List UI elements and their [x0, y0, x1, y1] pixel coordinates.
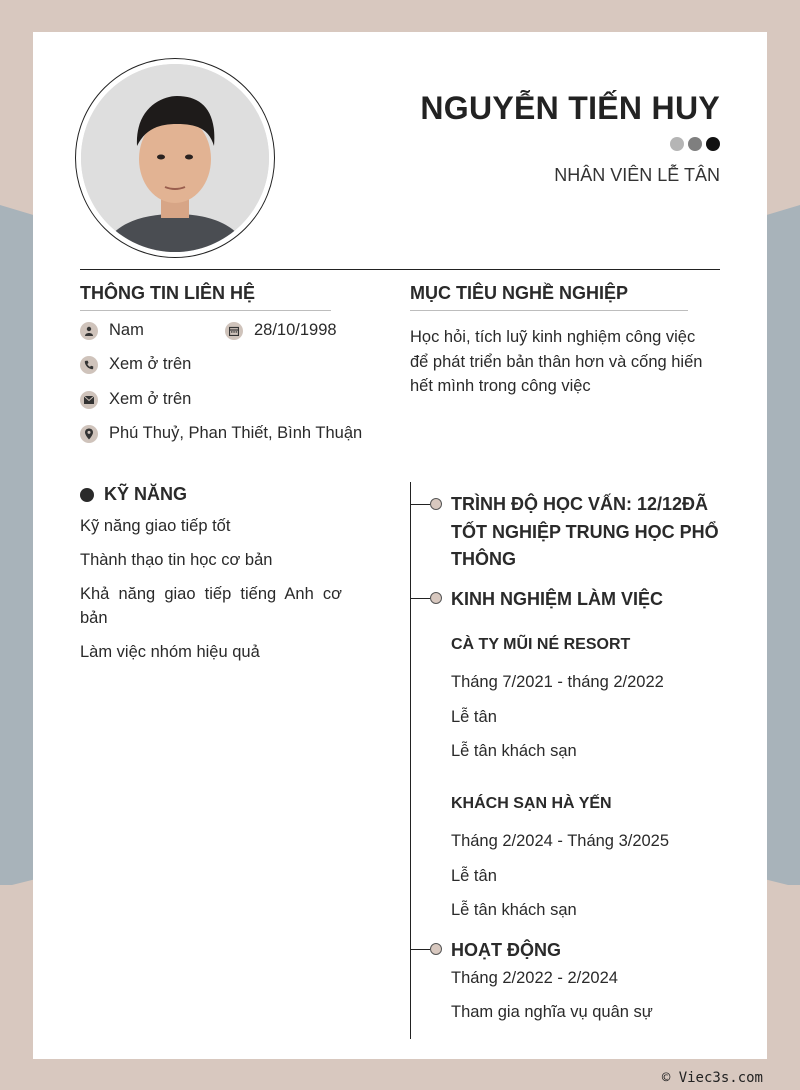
contact-phone-row [80, 355, 191, 374]
contact-email-row [80, 390, 191, 409]
skills-heading [80, 484, 342, 505]
cv-page [33, 32, 767, 1059]
watermark: © Viec3s.com [661, 1070, 763, 1086]
timeline-tick [410, 949, 430, 950]
decorative-dots [670, 137, 720, 151]
contact-title: THÔNG TIN LIÊN HỆ [80, 283, 331, 311]
skill-item: Làm việc nhóm hiệu quả [80, 643, 260, 661]
job-title: NHÂN VIÊN LỄ TÂN [554, 165, 720, 185]
activity-period: Tháng 2/2022 - 2/2024 [451, 969, 618, 987]
objective-section [410, 283, 710, 399]
dot-mid [688, 137, 702, 151]
timeline-line [410, 482, 411, 1039]
education-title: TRÌNH ĐỘ HỌC VẤN: 12/12ĐÃ TỐT NGHIỆP TRUNG HỌC PHỔ THÔNG [451, 494, 719, 569]
dot-dark [706, 137, 720, 151]
skill-item: Khả năng giao tiếp tiếng Anh cơ bản [80, 585, 342, 627]
location-pin-icon [80, 425, 98, 443]
job-period: Tháng 7/2021 - tháng 2/2022 [451, 673, 664, 691]
avatar [81, 64, 269, 252]
calendar-icon [225, 322, 243, 340]
skill-item: Kỹ năng giao tiếp tốt [80, 517, 231, 535]
activities-title: HOẠT ĐỘNG [451, 940, 561, 960]
avatar-frame [75, 58, 275, 258]
contact-gender-row [80, 321, 144, 340]
contact-section [80, 283, 331, 311]
job-description: Lễ tân khách sạn [451, 742, 577, 760]
contact-birthdate: 28/10/1998 [254, 321, 337, 339]
timeline-tick [410, 598, 430, 599]
bullet-dot-icon [80, 488, 94, 502]
job-company: KHÁCH SẠN HÀ YẾN [451, 795, 612, 812]
header-divider [80, 269, 720, 270]
objective-text: Học hỏi, tích luỹ kinh nghiệm công việc để phát triển bản thân hơn và cống hiến hết mình trong công việc [410, 328, 703, 395]
dot-light [670, 137, 684, 151]
objective-title: MỤC TIÊU NGHỀ NGHIỆP [410, 283, 688, 311]
skills-section [80, 484, 342, 664]
timeline-node-experience [410, 598, 430, 599]
timeline-marker [430, 592, 442, 604]
contact-birthdate-row [225, 321, 337, 340]
timeline-marker [430, 498, 442, 510]
job-description: Lễ tân khách sạn [451, 901, 577, 919]
phone-icon [80, 356, 98, 374]
timeline-tick [410, 504, 430, 505]
job-position: Lễ tân [451, 708, 497, 726]
timeline-node-activities [410, 949, 430, 950]
contact-gender: Nam [109, 321, 144, 339]
job-period: Tháng 2/2024 - Tháng 3/2025 [451, 832, 670, 850]
candidate-name: NGUYỄN TIẾN HUY [420, 90, 720, 126]
job-company: CÀ TY MŨI NÉ RESORT [451, 636, 631, 653]
skill-item: Thành thạo tin học cơ bản [80, 551, 273, 569]
experience-title: KINH NGHIỆM LÀM VIỆC [451, 589, 664, 609]
avatar-photo [81, 64, 269, 252]
skills-title: KỸ NĂNG [104, 484, 188, 504]
envelope-icon [80, 391, 98, 409]
contact-email: Xem ở trên [109, 390, 192, 408]
skills-list [80, 514, 342, 664]
contact-address-row [80, 424, 362, 443]
activity-description: Tham gia nghĩa vụ quân sự [451, 1003, 653, 1021]
contact-phone: Xem ở trên [109, 355, 192, 373]
contact-address: Phú Thuỷ, Phan Thiết, Bình Thuận [109, 424, 363, 442]
timeline-node-education [410, 504, 430, 505]
timeline-marker [430, 943, 442, 955]
job-position: Lễ tân [451, 867, 497, 885]
person-icon [80, 322, 98, 340]
